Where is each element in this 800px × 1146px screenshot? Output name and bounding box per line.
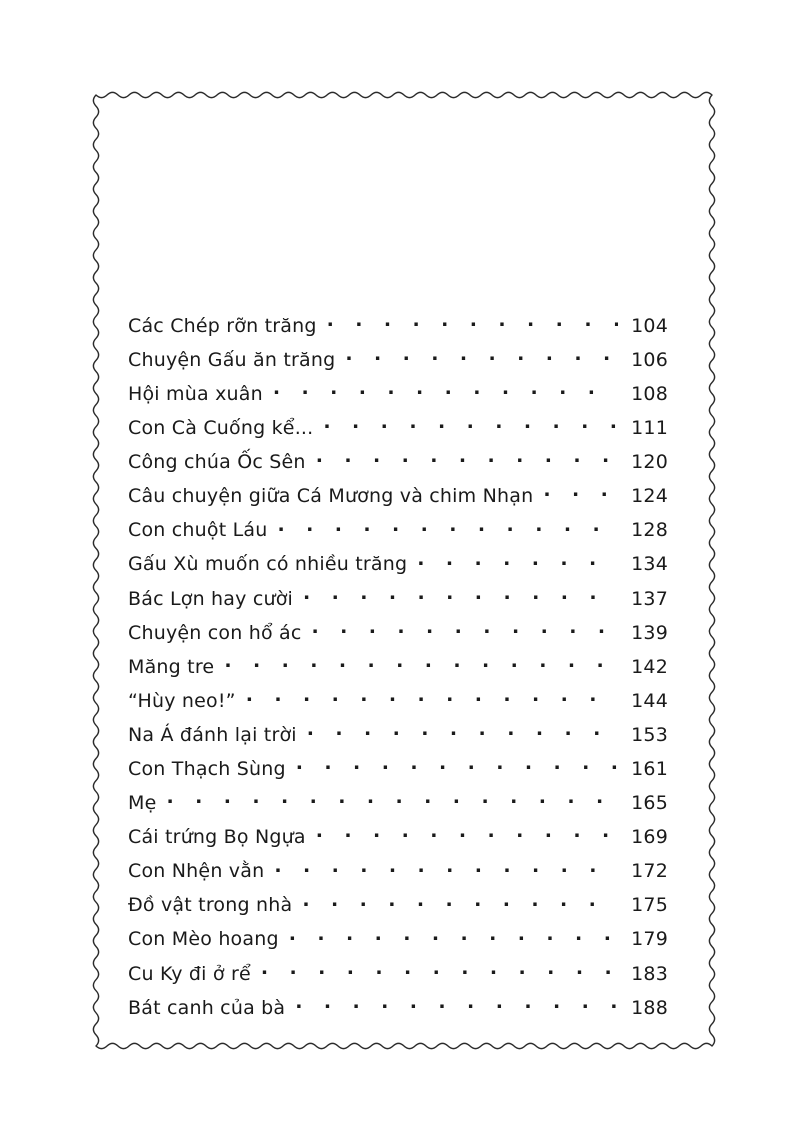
toc-entry-title: Công chúa Ốc Sên (128, 451, 306, 474)
toc-entry[interactable] (128, 957, 668, 991)
toc-leader-dots (543, 479, 618, 502)
toc-entry-title: Câu chuyện giữa Cá Mương và chim Nhạn (128, 485, 534, 508)
toc-entry-page: 172 (631, 860, 668, 883)
toc-entry[interactable] (128, 991, 668, 1025)
toc-leader-dots (261, 957, 618, 980)
toc-entry-title: Mẹ (128, 792, 157, 815)
toc-entry-page: 161 (631, 758, 668, 781)
toc-entry[interactable] (128, 343, 668, 377)
toc-entry-page: 120 (631, 451, 668, 474)
toc-entry-title: Con Mèo hoang (128, 928, 279, 951)
toc-entry-page: 139 (631, 621, 668, 644)
toc-entry-page: 111 (631, 417, 668, 440)
toc-entry[interactable] (128, 650, 668, 684)
toc-entry[interactable] (128, 786, 668, 820)
toc-entry[interactable] (128, 889, 668, 923)
toc-entry-title: Cu Ky đi ở rể (128, 962, 251, 985)
toc-entry-page: 142 (631, 655, 668, 678)
toc-entry[interactable] (128, 377, 668, 411)
toc-leader-dots (323, 411, 618, 434)
toc-entry[interactable] (128, 718, 668, 752)
toc-entry[interactable] (128, 445, 668, 479)
toc-leader-dots (289, 923, 618, 946)
toc-entry[interactable] (128, 820, 668, 854)
toc-entry-title: Đồ vật trong nhà (128, 894, 293, 917)
toc-entry-page: 153 (631, 723, 668, 746)
toc-leader-dots (166, 786, 618, 809)
toc-entry-page: 134 (631, 553, 668, 576)
toc-entry[interactable] (128, 582, 668, 616)
toc-entry[interactable] (128, 855, 668, 889)
table-of-contents (128, 309, 668, 1025)
toc-leader-dots (278, 514, 619, 537)
toc-entry-title: Bác Lợn hay cười (128, 587, 294, 610)
toc-entry[interactable] (128, 548, 668, 582)
toc-entry-page: 137 (631, 587, 668, 610)
toc-entry-title: Con Nhện vằn (128, 860, 265, 883)
toc-leader-dots (316, 445, 618, 468)
toc-leader-dots (307, 718, 618, 741)
toc-entry-page: 128 (631, 519, 668, 542)
toc-leader-dots (273, 377, 618, 400)
toc-entry-page: 188 (631, 996, 668, 1019)
toc-entry-title: Cái trứng Bọ Ngựa (128, 826, 306, 849)
toc-entry[interactable] (128, 411, 668, 445)
toc-leader-dots (224, 650, 618, 673)
toc-entry-page: 165 (631, 792, 668, 815)
toc-entry-page: 175 (631, 894, 668, 917)
toc-entry-title: Hội mùa xuân (128, 382, 263, 405)
toc-leader-dots (295, 991, 618, 1014)
toc-entry-page: 144 (631, 689, 668, 712)
toc-entry-title: Con Thạch Sùng (128, 758, 286, 781)
toc-leader-dots (345, 343, 618, 366)
toc-entry-page: 179 (631, 928, 668, 951)
toc-entry-page: 108 (631, 382, 668, 405)
toc-entry-title: Chuyện Gấu ăn trăng (128, 348, 336, 371)
toc-entry-page: 183 (631, 962, 668, 985)
toc-leader-dots (312, 616, 618, 639)
toc-leader-dots (327, 309, 618, 332)
toc-leader-dots (316, 820, 618, 843)
toc-entry[interactable] (128, 616, 668, 650)
toc-entry-title: Chuyện con hổ ác (128, 621, 302, 644)
toc-entry[interactable] (128, 309, 668, 343)
toc-entry[interactable] (128, 752, 668, 786)
toc-entry-title: Bát canh của bà (128, 996, 286, 1019)
toc-entry[interactable] (128, 923, 668, 957)
toc-leader-dots (417, 548, 618, 571)
toc-entry-page: 169 (631, 826, 668, 849)
toc-leader-dots (302, 889, 618, 912)
toc-entry[interactable] (128, 514, 668, 548)
toc-entry-page: 104 (631, 314, 668, 337)
toc-leader-dots (296, 752, 618, 775)
toc-entry-page: 106 (631, 348, 668, 371)
toc-entry[interactable] (128, 684, 668, 718)
toc-leader-dots (303, 582, 618, 605)
toc-entry-title: Con Cà Cuống kể... (128, 417, 314, 440)
toc-entry-title: “Hùy neo!” (128, 689, 236, 712)
toc-leader-dots (274, 855, 618, 878)
toc-entry-title: Các Chép rỡn trăng (128, 314, 317, 337)
toc-entry-title: Na Á đánh lại trời (128, 723, 297, 746)
toc-entry[interactable] (128, 479, 668, 513)
toc-entry-title: Măng tre (128, 655, 215, 678)
toc-leader-dots (246, 684, 618, 707)
toc-entry-title: Gấu Xù muốn có nhiều trăng (128, 553, 408, 576)
toc-entry-page: 124 (631, 485, 668, 508)
toc-entry-title: Con chuột Láu (128, 519, 268, 542)
